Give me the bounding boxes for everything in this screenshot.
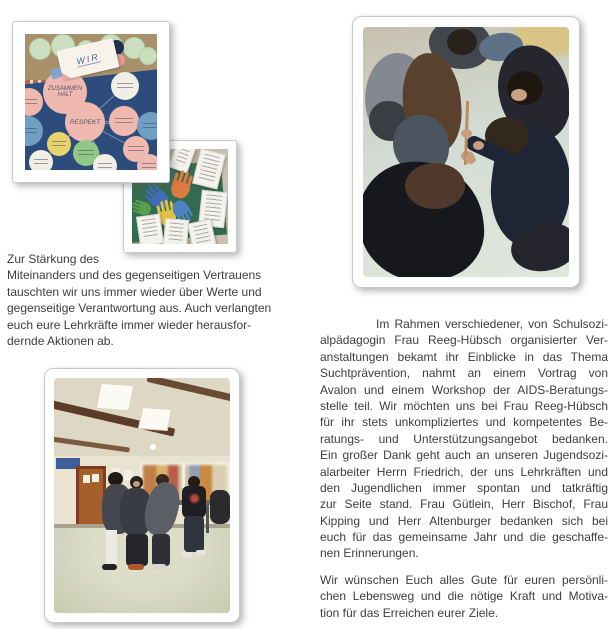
person-hand (465, 155, 476, 164)
ceiling-beam (54, 436, 130, 452)
shoe (102, 564, 117, 570)
note-card-text: WIR (75, 50, 101, 67)
paragraph-thanks (320, 316, 608, 562)
person-legs (184, 516, 204, 552)
text-line: tion für das Erreichen eurer Ziele. (320, 605, 499, 620)
door-note (92, 474, 99, 482)
team-huddle-image (363, 27, 569, 277)
text-line: ratungs- und Unterstützungsangebot bedanken. (320, 431, 608, 446)
shoe-orange (128, 564, 144, 570)
person-head (405, 163, 465, 209)
table-leg (206, 505, 209, 533)
text-line: Zur Stärkung des (7, 252, 100, 266)
text-line: euch für das gemeinsame Jahr und die geschaffe- (320, 530, 608, 545)
text-line: tauschten wir uns immer wieder über Werte und (7, 284, 262, 299)
skylight (138, 407, 172, 431)
jacket-on-table (210, 490, 230, 524)
text-line: euch eure Lehrkräfte immer wieder herausfor- (7, 317, 252, 332)
skylight (95, 383, 134, 411)
text-line: Suchtprävention, nahmt an einem Vortrag von (320, 366, 608, 381)
text-line: alpädagogin Frau Reeg-Hübsch organisierter Ver- (320, 333, 608, 348)
paragraph-wishes (320, 572, 608, 621)
value-circle (111, 72, 139, 100)
text-line: den Jugendlichen immer spontan und tatkräftig (320, 480, 608, 495)
person-face (133, 481, 140, 487)
text-line: Miteinanders und des gegenseitigen Vertrauens (7, 268, 262, 283)
text-line: Wir wünschen Euch alles Gute für euren persönli- (320, 572, 608, 587)
text-line: Kipping und Herr Altenburger bedanken sich bei (320, 513, 608, 528)
person-legs (152, 534, 170, 566)
value-circle (47, 132, 71, 156)
text-line: zur Seite stand. Frau Gütlein, Herr Bischof, Frau (320, 497, 608, 512)
text-line: für ihr stets unkompliziertes und kompetentes Be- (320, 415, 608, 430)
photo-classroom-group (44, 368, 240, 623)
text-line: gegenseitige Verantwortung aus. Auch verlangten (7, 301, 272, 316)
text-line: Avalon und einem Workshop der AIDS-Beratungs- (320, 382, 608, 397)
values-board-image (25, 34, 157, 170)
ceiling-beam (146, 378, 230, 404)
text-line: stelle teil. Wir möchten uns bei Frau Reeg-Hübsch (320, 398, 608, 413)
shirt-print (190, 494, 199, 503)
person-hand (473, 141, 484, 150)
value-circle (137, 154, 157, 170)
person-legs (126, 534, 148, 566)
note-sheet (163, 218, 190, 244)
photo-team-huddle (352, 16, 580, 288)
shoe (196, 550, 206, 555)
text-line: anstaltungen bekamt ihr Einblicke in das Thema (320, 349, 608, 364)
circle-label: HALT (57, 92, 73, 98)
left-paragraph (7, 251, 323, 349)
door-note (83, 475, 90, 483)
circle-label: RESPEKT (69, 118, 101, 126)
person-head (507, 71, 543, 105)
person-face (511, 89, 527, 101)
text-line: dernde Aktionen ab. (7, 333, 114, 348)
shoe (152, 564, 166, 569)
person-head (447, 29, 477, 55)
right-text-column (320, 316, 608, 621)
value-circle (29, 150, 53, 170)
circle-label: ZUSAMMEN (47, 86, 83, 92)
photo-values-board (12, 21, 170, 183)
ceiling-lamp (150, 444, 156, 450)
value-circle (109, 106, 139, 136)
text-line: alarbeiter Herrn Friedrich, der uns Lehrkräften und (320, 464, 608, 479)
value-circle-respekt (65, 102, 105, 142)
person-hand (461, 129, 472, 138)
note-sheet (136, 213, 164, 244)
person-legs-white (106, 530, 117, 566)
text-line: Ein großer Dank geht auch an unseren Jugendsozi- (320, 448, 608, 463)
text-line: chen Lebensweg und die nötige Kraft und Motiva- (320, 589, 608, 604)
shoe (182, 552, 192, 557)
text-line: Im Rahmen verschiedener, von Schulsozi- (376, 317, 608, 331)
classroom-image (54, 378, 230, 613)
text-line: nen Erinnerungen. (320, 546, 419, 561)
